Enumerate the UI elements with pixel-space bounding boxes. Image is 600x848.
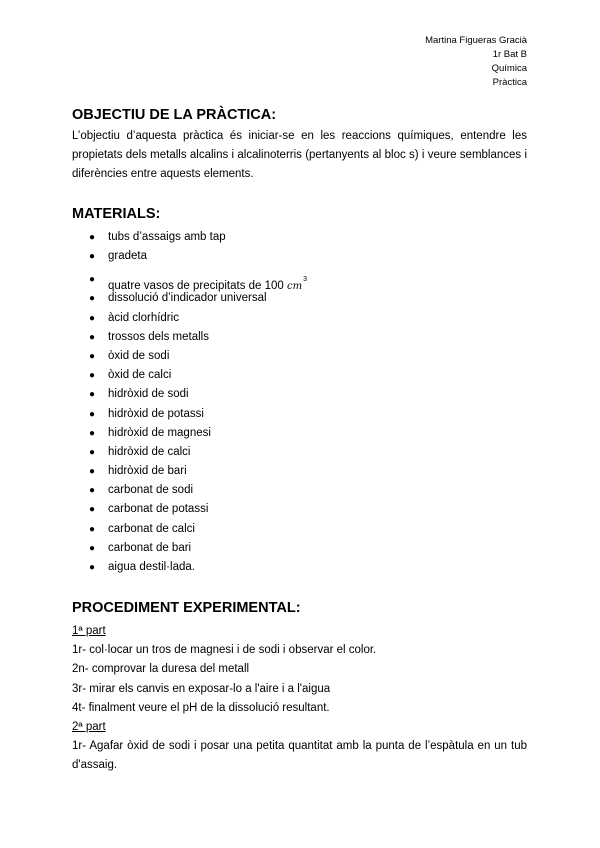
bullet-icon: ●	[89, 562, 96, 573]
bullet-icon: ●	[89, 446, 96, 458]
procedure-step: 1r- Agafar òxid de sodi i posar una petita quantitat amb la punta de l’espàtula en un tub d'assaig.	[72, 740, 527, 772]
bullet-icon: ●	[89, 331, 96, 343]
material-label: carbonat de calci	[108, 522, 195, 535]
material-label: hidròxid de bari	[108, 465, 187, 478]
bullet-icon: ●	[89, 312, 96, 324]
material-label: carbonat de sodi	[108, 484, 194, 497]
bullet-icon: ●	[89, 485, 96, 497]
objective-heading: OBJECTIU DE LA PRÀCTICA:	[72, 107, 277, 123]
materials-list-item	[72, 462, 307, 481]
material-label: hidròxid de calci	[108, 445, 191, 458]
procedure-step: 4t- finalment veure el pH de la dissolució resultant.	[72, 701, 330, 714]
bullet-icon: ●	[89, 274, 96, 286]
materials-list-item	[72, 481, 307, 500]
procedure-part-heading: 2ª part	[72, 721, 106, 734]
materials-list-item	[72, 500, 307, 519]
materials-list-item	[72, 558, 307, 577]
materials-list-item	[72, 385, 307, 404]
materials-list-item	[72, 266, 308, 293]
bullet-icon: ●	[89, 504, 96, 516]
materials-list-item	[72, 443, 307, 462]
material-label: àcid clorhídric	[108, 311, 179, 324]
materials-list-item	[72, 520, 307, 539]
materials-list-item	[72, 347, 307, 366]
material-label: gradeta	[108, 250, 148, 263]
material-label: trossos dels metalls	[108, 330, 209, 343]
material-label: hidròxid de sodi	[108, 388, 189, 401]
materials-list-item	[72, 424, 307, 443]
bullet-icon: ●	[89, 293, 96, 305]
material-label: òxid de calci	[108, 369, 172, 382]
procedure-heading: PROCEDIMENT EXPERIMENTAL:	[72, 600, 301, 616]
material-label: quatre vasos de precipitats de 100	[108, 280, 288, 293]
materials-list-item	[72, 328, 307, 347]
bullet-icon: ●	[89, 523, 96, 535]
unit-label: cm	[287, 281, 303, 293]
material-label: hidròxid de magnesi	[108, 426, 211, 439]
procedure-step: 2n- comprovar la duresa del metall	[72, 663, 250, 676]
objective-paragraph: L’objectiu d’aquesta pràctica és iniciar-se en les reaccions químiques, entendre les propietats dels metalls alcalins i alcalinoterris (pertanyents al bloc s) i veure semblances i diferències entre aquests elements.	[72, 130, 527, 180]
subject-label: Química	[491, 63, 527, 74]
material-label: carbonat de potassi	[108, 503, 209, 516]
course-label: 1r Bat B	[492, 49, 527, 60]
bullet-icon: ●	[89, 389, 96, 401]
material-label: hidròxid de potassi	[108, 407, 204, 420]
material-label: aigua destil·lada.	[108, 561, 195, 573]
materials-list-item	[72, 228, 307, 247]
bullet-icon: ●	[89, 370, 96, 382]
materials-list-item	[72, 405, 307, 424]
material-label: òxid de sodi	[108, 349, 170, 362]
bullet-icon: ●	[89, 427, 96, 439]
materials-heading: MATERIALS:	[72, 206, 161, 222]
bullet-icon: ●	[89, 251, 96, 263]
bullet-icon: ●	[89, 466, 96, 478]
author-name: Martina Figueras Gracià	[425, 35, 527, 46]
bullet-icon: ●	[89, 232, 96, 243]
materials-list-item	[72, 247, 307, 266]
bullet-icon: ●	[89, 350, 96, 362]
materials-list-item	[72, 539, 307, 558]
procedure-step: 3r- mirar els canvis en exposar-lo a l'aire i a l'aigua	[72, 682, 331, 695]
material-label: dissolució d’indicador universal	[108, 292, 267, 305]
materials-list-item	[72, 289, 307, 308]
bullet-icon: ●	[89, 542, 96, 554]
material-label: tubs d’assaigs amb tap	[108, 231, 226, 243]
document-header	[425, 34, 527, 90]
doc-type-label: Pràctica	[492, 77, 527, 88]
materials-list-item	[72, 366, 307, 385]
procedure-body	[72, 622, 527, 776]
bullet-icon: ●	[89, 408, 96, 420]
material-label: carbonat de bari	[108, 541, 192, 554]
materials-list	[72, 228, 307, 577]
procedure-part-heading: 1ª part	[72, 625, 106, 637]
unit-exponent: 3	[303, 276, 308, 284]
procedure-step: 1r- col·locar un tros de magnesi i de sodi i observar el color.	[72, 644, 377, 657]
materials-list-item	[72, 309, 307, 328]
